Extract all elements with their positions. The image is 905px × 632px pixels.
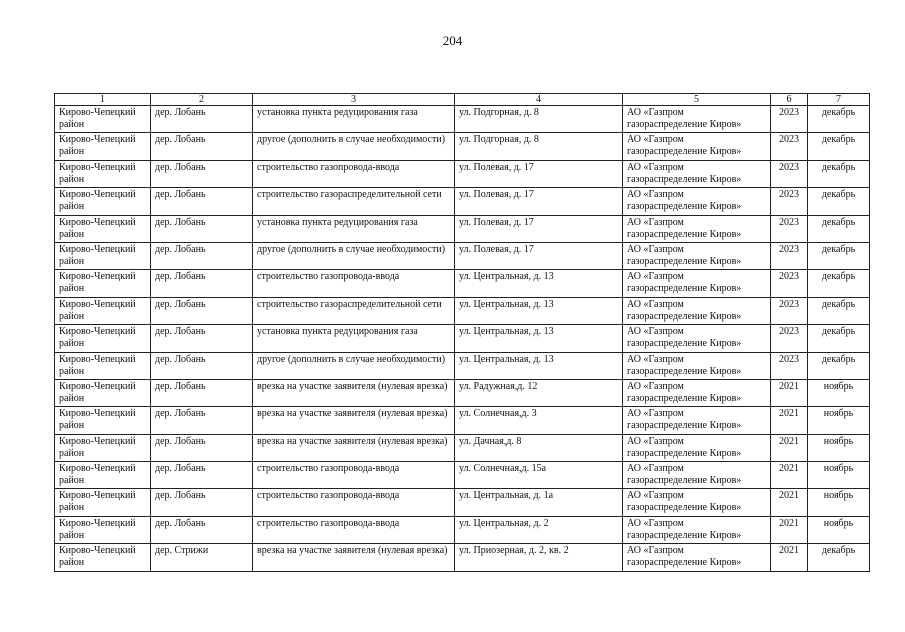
settlement-cell: дер. Лобань: [151, 352, 253, 379]
table-row: [55, 106, 870, 133]
event-cell: другое (дополнить в случае необходимости): [253, 133, 455, 160]
district-cell: Кирово-Чепецкий район: [55, 489, 151, 516]
month-cell: декабрь: [808, 297, 870, 324]
event-cell: строительство газопровода-ввода: [253, 516, 455, 543]
month-cell: декабрь: [808, 106, 870, 133]
year-cell: 2021: [771, 434, 808, 461]
district-cell: Кирово-Чепецкий район: [55, 106, 151, 133]
address-cell: ул. Солнечная,д. 15а: [455, 462, 623, 489]
district-cell: Кирово-Чепецкий район: [55, 325, 151, 352]
district-cell: Кирово-Чепецкий район: [55, 407, 151, 434]
settlement-cell: дер. Стрижи: [151, 544, 253, 571]
event-cell: врезка на участке заявителя (нулевая врезка): [253, 434, 455, 461]
year-cell: 2023: [771, 242, 808, 269]
year-cell: 2021: [771, 379, 808, 406]
month-cell: декабрь: [808, 325, 870, 352]
year-cell: 2021: [771, 489, 808, 516]
district-cell: Кирово-Чепецкий район: [55, 242, 151, 269]
address-cell: ул. Центральная, д. 13: [455, 352, 623, 379]
executor-cell: АО «Газпром газораспределение Киров»: [623, 215, 771, 242]
table-row: [55, 325, 870, 352]
address-cell: ул. Центральная, д. 1а: [455, 489, 623, 516]
table-row: [55, 434, 870, 461]
settlement-cell: дер. Лобань: [151, 270, 253, 297]
district-cell: Кирово-Чепецкий район: [55, 215, 151, 242]
district-cell: Кирово-Чепецкий район: [55, 297, 151, 324]
month-cell: декабрь: [808, 188, 870, 215]
month-cell: декабрь: [808, 242, 870, 269]
table-row: [55, 297, 870, 324]
district-cell: Кирово-Чепецкий район: [55, 352, 151, 379]
table-row: [55, 544, 870, 571]
year-cell: 2023: [771, 270, 808, 297]
address-cell: ул. Центральная, д. 13: [455, 325, 623, 352]
settlement-cell: дер. Лобань: [151, 133, 253, 160]
executor-cell: АО «Газпром газораспределение Киров»: [623, 352, 771, 379]
district-cell: Кирово-Чепецкий район: [55, 544, 151, 571]
page-number: 204: [442, 33, 463, 48]
year-cell: 2021: [771, 407, 808, 434]
settlement-cell: дер. Лобань: [151, 160, 253, 187]
month-cell: декабрь: [808, 133, 870, 160]
month-cell: декабрь: [808, 270, 870, 297]
table-row: [55, 133, 870, 160]
executor-cell: АО «Газпром газораспределение Киров»: [623, 462, 771, 489]
address-cell: ул. Полевая, д. 17: [455, 188, 623, 215]
district-cell: Кирово-Чепецкий район: [55, 133, 151, 160]
executor-cell: АО «Газпром газораспределение Киров»: [623, 133, 771, 160]
month-cell: декабрь: [808, 160, 870, 187]
column-number: 7: [808, 94, 870, 106]
executor-cell: АО «Газпром газораспределение Киров»: [623, 242, 771, 269]
executor-cell: АО «Газпром газораспределение Киров»: [623, 516, 771, 543]
month-cell: ноябрь: [808, 516, 870, 543]
year-cell: 2021: [771, 462, 808, 489]
executor-cell: АО «Газпром газораспределение Киров»: [623, 270, 771, 297]
settlement-cell: дер. Лобань: [151, 106, 253, 133]
event-cell: строительство газопровода-ввода: [253, 462, 455, 489]
settlement-cell: дер. Лобань: [151, 379, 253, 406]
district-cell: Кирово-Чепецкий район: [55, 160, 151, 187]
settlement-cell: дер. Лобань: [151, 242, 253, 269]
month-cell: ноябрь: [808, 379, 870, 406]
table-row: [55, 407, 870, 434]
month-cell: ноябрь: [808, 434, 870, 461]
year-cell: 2023: [771, 352, 808, 379]
district-cell: Кирово-Чепецкий район: [55, 516, 151, 543]
address-cell: ул. Полевая, д. 17: [455, 160, 623, 187]
event-cell: строительство газопровода-ввода: [253, 270, 455, 297]
year-cell: 2021: [771, 516, 808, 543]
district-cell: Кирово-Чепецкий район: [55, 188, 151, 215]
address-cell: ул. Радужная,д. 12: [455, 379, 623, 406]
district-cell: Кирово-Чепецкий район: [55, 379, 151, 406]
district-cell: Кирово-Чепецкий район: [55, 270, 151, 297]
settlement-cell: дер. Лобань: [151, 462, 253, 489]
year-cell: 2021: [771, 544, 808, 571]
table-row: [55, 215, 870, 242]
table-row: [55, 160, 870, 187]
year-cell: 2023: [771, 215, 808, 242]
event-cell: врезка на участке заявителя (нулевая врезка): [253, 407, 455, 434]
settlement-cell: дер. Лобань: [151, 516, 253, 543]
column-number-row: [55, 94, 870, 106]
table-row: [55, 352, 870, 379]
address-cell: ул. Солнечная,д. 3: [455, 407, 623, 434]
district-cell: Кирово-Чепецкий район: [55, 434, 151, 461]
year-cell: 2023: [771, 160, 808, 187]
year-cell: 2023: [771, 106, 808, 133]
event-cell: врезка на участке заявителя (нулевая врезка): [253, 379, 455, 406]
executor-cell: АО «Газпром газораспределение Киров»: [623, 325, 771, 352]
year-cell: 2023: [771, 188, 808, 215]
table-row: [55, 462, 870, 489]
district-cell: Кирово-Чепецкий район: [55, 462, 151, 489]
event-cell: строительство газораспределительной сети: [253, 188, 455, 215]
address-cell: ул. Полевая, д. 17: [455, 215, 623, 242]
column-number: 1: [55, 94, 151, 106]
table-body: [55, 106, 870, 572]
executor-cell: АО «Газпром газораспределение Киров»: [623, 379, 771, 406]
executor-cell: АО «Газпром газораспределение Киров»: [623, 160, 771, 187]
month-cell: декабрь: [808, 352, 870, 379]
table-row: [55, 516, 870, 543]
event-cell: установка пункта редуцирования газа: [253, 215, 455, 242]
address-cell: ул. Дачная,д. 8: [455, 434, 623, 461]
executor-cell: АО «Газпром газораспределение Киров»: [623, 544, 771, 571]
event-cell: строительство газораспределительной сети: [253, 297, 455, 324]
month-cell: ноябрь: [808, 407, 870, 434]
column-number: 2: [151, 94, 253, 106]
event-cell: установка пункта редуцирования газа: [253, 325, 455, 352]
settlement-cell: дер. Лобань: [151, 407, 253, 434]
table-row: [55, 270, 870, 297]
executor-cell: АО «Газпром газораспределение Киров»: [623, 434, 771, 461]
month-cell: ноябрь: [808, 489, 870, 516]
year-cell: 2023: [771, 133, 808, 160]
address-cell: ул. Центральная, д. 13: [455, 270, 623, 297]
event-cell: установка пункта редуцирования газа: [253, 106, 455, 133]
year-cell: 2023: [771, 325, 808, 352]
table-row: [55, 188, 870, 215]
table-row: [55, 379, 870, 406]
table-row: [55, 489, 870, 516]
column-number: 5: [623, 94, 771, 106]
executor-cell: АО «Газпром газораспределение Киров»: [623, 407, 771, 434]
gasification-table: [54, 93, 870, 572]
executor-cell: АО «Газпром газораспределение Киров»: [623, 489, 771, 516]
settlement-cell: дер. Лобань: [151, 434, 253, 461]
event-cell: строительство газопровода-ввода: [253, 160, 455, 187]
settlement-cell: дер. Лобань: [151, 188, 253, 215]
settlement-cell: дер. Лобань: [151, 297, 253, 324]
address-cell: ул. Подгорная, д. 8: [455, 133, 623, 160]
settlement-cell: дер. Лобань: [151, 489, 253, 516]
executor-cell: АО «Газпром газораспределение Киров»: [623, 188, 771, 215]
month-cell: ноябрь: [808, 462, 870, 489]
settlement-cell: дер. Лобань: [151, 215, 253, 242]
address-cell: ул. Подгорная, д. 8: [455, 106, 623, 133]
column-number: 4: [455, 94, 623, 106]
address-cell: ул. Полевая, д. 17: [455, 242, 623, 269]
address-cell: ул. Приозерная, д. 2, кв. 2: [455, 544, 623, 571]
event-cell: другое (дополнить в случае необходимости): [253, 242, 455, 269]
year-cell: 2023: [771, 297, 808, 324]
column-number: 6: [771, 94, 808, 106]
address-cell: ул. Центральная, д. 2: [455, 516, 623, 543]
address-cell: ул. Центральная, д. 13: [455, 297, 623, 324]
event-cell: другое (дополнить в случае необходимости): [253, 352, 455, 379]
table-row: [55, 242, 870, 269]
executor-cell: АО «Газпром газораспределение Киров»: [623, 106, 771, 133]
executor-cell: АО «Газпром газораспределение Киров»: [623, 297, 771, 324]
column-number: 3: [253, 94, 455, 106]
month-cell: декабрь: [808, 544, 870, 571]
settlement-cell: дер. Лобань: [151, 325, 253, 352]
event-cell: врезка на участке заявителя (нулевая врезка): [253, 544, 455, 571]
event-cell: строительство газопровода-ввода: [253, 489, 455, 516]
month-cell: декабрь: [808, 215, 870, 242]
